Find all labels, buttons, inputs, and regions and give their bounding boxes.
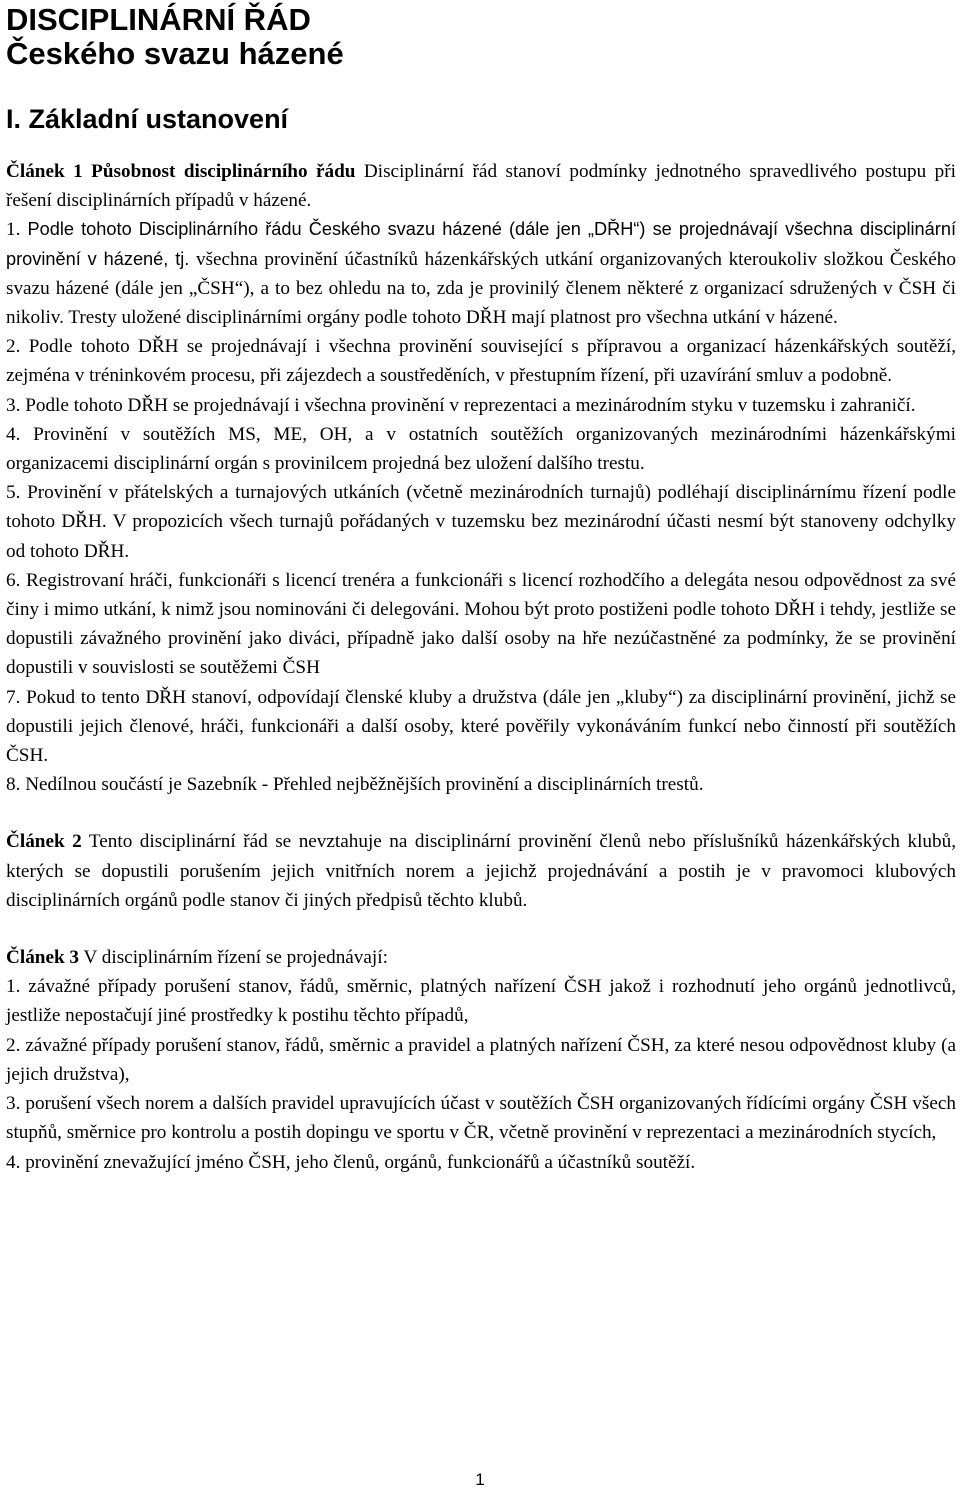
item-number: 1. <box>6 219 21 241</box>
article-1 <box>6 157 956 799</box>
item-text-sans: Podle tohoto Disciplinárního řádu Českého svazu házené (dále jen „DŘH“) se projednávají všechna disciplinární provinění v házené, tj. <box>6 219 956 269</box>
article-1-item-6: 6. Registrovaní hráči, funkcionáři s licencí trenéra a funkcionáři s licencí rozhodčího a delegáta nesou odpovědnost za své činy i mimo utkání, k nimž jsou nominováni či delegováni. Mohou být proto postiženi podle tohoto DŘH i tehdy, jestliže se dopustili závažného provinění jako diváci, případně jako další osoby na hře nezúčastněné za podmínky, že se provinění dopustili v souvislosti se soutěžemi ČSH <box>6 569 957 679</box>
article-1-item-5: 5. Provinění v přátelských a turnajových utkáních (včetně mezinárodních turnajů) podléhají disciplinárnímu řízení podle tohoto DŘH. V propozicích všech turnajů pořádaných v tuzemsku bez mezinárodní účasti nesmí být stanoveny odchylky od tohoto DŘH. <box>6 482 956 562</box>
title-line-1: DISCIPLINÁRNÍ ŘÁD <box>6 2 311 37</box>
article-3-item-1: 1. závažné případy porušení stanov, řádů, směrnic, platných nařízení ČSH jakož i rozhodnutí jeho orgánů jednotlivců, jestliže nepostačují jiné prostředky k postihu těchto případů, <box>6 976 956 1027</box>
article-3-intro-text: V disciplinárním řízení se projednávají: <box>79 947 388 969</box>
article-3-item-4: 4. provinění znevažující jméno ČSH, jeho členů, orgánů, funkcionářů a účastníků soutěží. <box>6 1151 696 1173</box>
article-2-text <box>6 827 956 915</box>
article-1-item-4: 4. Provinění v soutěžích MS, ME, OH, a v ostatních soutěžích organizovaných mezinárodními házenkářskými organizacemi disciplinární orgán s provinilcem projedná bez uložení dalšího trestu. <box>6 423 956 475</box>
article-2-label: Článek 2 <box>6 831 82 853</box>
article-3 <box>6 943 956 1177</box>
article-1-label: Článek 1 Působnost disciplinárního řádu <box>6 161 356 182</box>
section-heading: I. Základní ustanovení <box>6 104 289 134</box>
article-1-item-1 <box>6 215 956 332</box>
article-3-intro <box>6 943 956 972</box>
article-1-intro <box>6 157 956 215</box>
article-1-item-3: 3. Podle tohoto DŘH se projednávají i všechna provinění v reprezentaci a mezinárodním styku v tuzemsku i zahraničí. <box>6 394 916 416</box>
article-2-body: Tento disciplinární řád se nevztahuje na disciplinární provinění členů nebo příslušníků házenkářských klubů, kterých se dopustili porušením jejich vnitřních norem a jejichž projednávání a postih je v pravomoci klubových disciplinárních orgánů podle stanov či jiných předpisů těchto klubů. <box>6 831 956 911</box>
article-1-item-8: 8. Nedílnou součástí je Sazebník - Přehled nejběžnějších provinění a disciplinárních trestů. <box>6 774 704 796</box>
document-title <box>6 3 956 71</box>
article-3-label: Článek 3 <box>6 947 80 969</box>
article-1-item-2: 2. Podle tohoto DŘH se projednávají i všechna provinění související s přípravou a organizací házenkářských soutěží, zejména v tréninkovém procesu, při zájezdech a soustředěních, v přestupním řízení, při uzavírání smluv a podobně. <box>6 336 956 387</box>
item-text: všechna provinění účastníků házenkářských utkání organizovaných kteroukoliv složkou Českého svazu házené (dále jen „ČSH“), a to bez ohledu na to, zda je provinilý členem některé z organizací sdružených v ČSH či nikoliv. Tresty uložené disciplinárními orgány podle tohoto DŘH mají platnost pro všechna utkání v házené. <box>6 248 956 329</box>
article-3-item-2: 2. závažné případy porušení stanov, řádů, směrnic a pravidel a platných nařízení ČSH, za které nesou odpovědnost kluby (a jejich družstva), <box>6 1034 956 1085</box>
title-line-2: Českého svazu házené <box>6 36 344 71</box>
article-2 <box>6 827 956 915</box>
page-number: 1 <box>475 1470 485 1489</box>
article-1-item-7: 7. Pokud to tento DŘH stanoví, odpovídají členské kluby a družstva (dále jen „kluby“) za disciplinární provinění, jichž se dopustili jejich členové, hráči, funkcionáři a další osoby, které pověřily vykonáváním funkcí nebo činností při soutěžích ČSH. <box>6 686 956 767</box>
article-1-intro-text: Disciplinární řád stanoví podmínky jednotného spravedlivého postupu při řešení disciplinárních případů v házené. <box>6 161 956 212</box>
article-3-item-3: 3. porušení všech norem a dalších pravidel upravujících účast v soutěžích ČSH organizovaných řídícími orgány ČSH všech stupňů, směrnice pro kontrolu a postih dopingu ve sportu v ČR, včetně provinění v reprezentaci a mezinárodních stycích, <box>6 1093 956 1144</box>
document-page <box>6 0 956 1177</box>
